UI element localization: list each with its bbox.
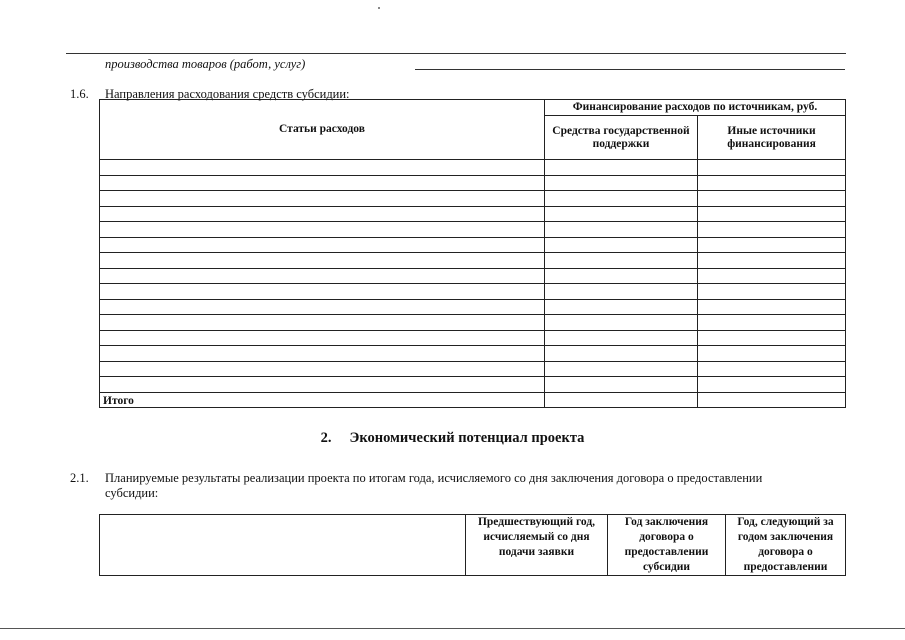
state-support-cell[interactable] [545,284,698,300]
other-sources-cell[interactable] [698,330,846,346]
previous-year-header: Предшествующий год, исчисляемый со дня подачи заявки [466,515,608,576]
financing-sources-header: Финансирование расходов по источникам, руб. [545,100,846,116]
state-support-cell[interactable] [545,175,698,191]
production-caption: производства товаров (работ, услуг) [105,57,306,71]
scan-speck [378,7,380,9]
expense-item-cell[interactable] [100,191,545,207]
bottom-edge-line [0,628,905,629]
expense-row [100,377,846,393]
state-support-cell[interactable] [545,299,698,315]
expense-item-cell[interactable] [100,237,545,253]
expense-row [100,191,846,207]
expense-item-cell[interactable] [100,206,545,222]
expense-item-cell[interactable] [100,330,545,346]
next-year-header: Год, следующий за годом заключения договора о предоставлении [726,515,846,576]
expense-row [100,175,846,191]
section-2-1-title: Планируемые результаты реализации проекта по итогам года, исчисляемого со дня заключения договора о предоставлении субсидии: [105,471,763,500]
state-support-cell[interactable] [545,377,698,393]
section-2-title: Экономический потенциал проекта [349,430,585,446]
state-support-cell[interactable] [545,268,698,284]
expense-item-cell[interactable] [100,253,545,269]
section-2-number: 2. [320,430,332,446]
other-sources-cell[interactable] [698,315,846,331]
expense-item-cell[interactable] [100,222,545,238]
expense-row [100,361,846,377]
results-blank-header [100,515,466,576]
other-sources-cell[interactable] [698,237,846,253]
expense-item-cell[interactable] [100,315,545,331]
state-support-cell[interactable] [545,253,698,269]
expense-item-cell[interactable] [100,361,545,377]
state-support-cell[interactable] [545,346,698,362]
production-fill-line [415,69,845,70]
expense-row [100,346,846,362]
state-support-cell[interactable] [545,206,698,222]
expense-row [100,206,846,222]
expense-row [100,222,846,238]
other-sources-cell[interactable] [698,175,846,191]
state-support-header: Средства государственной поддержки [545,116,698,160]
other-sources-cell[interactable] [698,160,846,176]
expense-item-cell[interactable] [100,377,545,393]
expense-row [100,315,846,331]
expense-item-cell[interactable] [100,160,545,176]
state-support-cell[interactable] [545,191,698,207]
expense-row [100,330,846,346]
top-rule [66,53,846,54]
section-1-6-number: 1.6. [70,87,89,101]
other-sources-cell[interactable] [698,206,846,222]
expense-items-header: Статьи расходов [100,100,545,160]
state-support-cell[interactable] [545,222,698,238]
expense-row [100,237,846,253]
section-1-6-title: Направления расходования средств субсидии: [105,87,350,101]
other-sources-cell[interactable] [698,191,846,207]
state-support-cell[interactable] [545,315,698,331]
state-support-cell[interactable] [545,330,698,346]
total-other-cell[interactable] [698,392,846,408]
contract-year-header: Год заключения договора о предоставлении субсидии [608,515,726,576]
section-2-1-number: 2.1. [70,471,89,485]
other-sources-cell[interactable] [698,268,846,284]
expense-row [100,268,846,284]
other-sources-cell[interactable] [698,346,846,362]
expense-table [99,99,846,408]
section-2-heading [0,430,905,447]
total-state-cell[interactable] [545,392,698,408]
other-sources-cell[interactable] [698,222,846,238]
state-support-cell[interactable] [545,160,698,176]
total-label: Итого [100,392,545,408]
state-support-cell[interactable] [545,361,698,377]
expense-item-cell[interactable] [100,284,545,300]
state-support-cell[interactable] [545,237,698,253]
expense-row [100,160,846,176]
expense-row [100,253,846,269]
other-sources-cell[interactable] [698,284,846,300]
expense-item-cell[interactable] [100,175,545,191]
expense-table-body [100,160,846,393]
other-sources-cell[interactable] [698,253,846,269]
other-sources-cell[interactable] [698,377,846,393]
expense-row [100,299,846,315]
other-sources-header: Иные источники финансирования [698,116,846,160]
results-table [99,514,846,576]
expense-item-cell[interactable] [100,299,545,315]
expense-row [100,284,846,300]
other-sources-cell[interactable] [698,361,846,377]
expense-item-cell[interactable] [100,268,545,284]
other-sources-cell[interactable] [698,299,846,315]
expense-item-cell[interactable] [100,346,545,362]
